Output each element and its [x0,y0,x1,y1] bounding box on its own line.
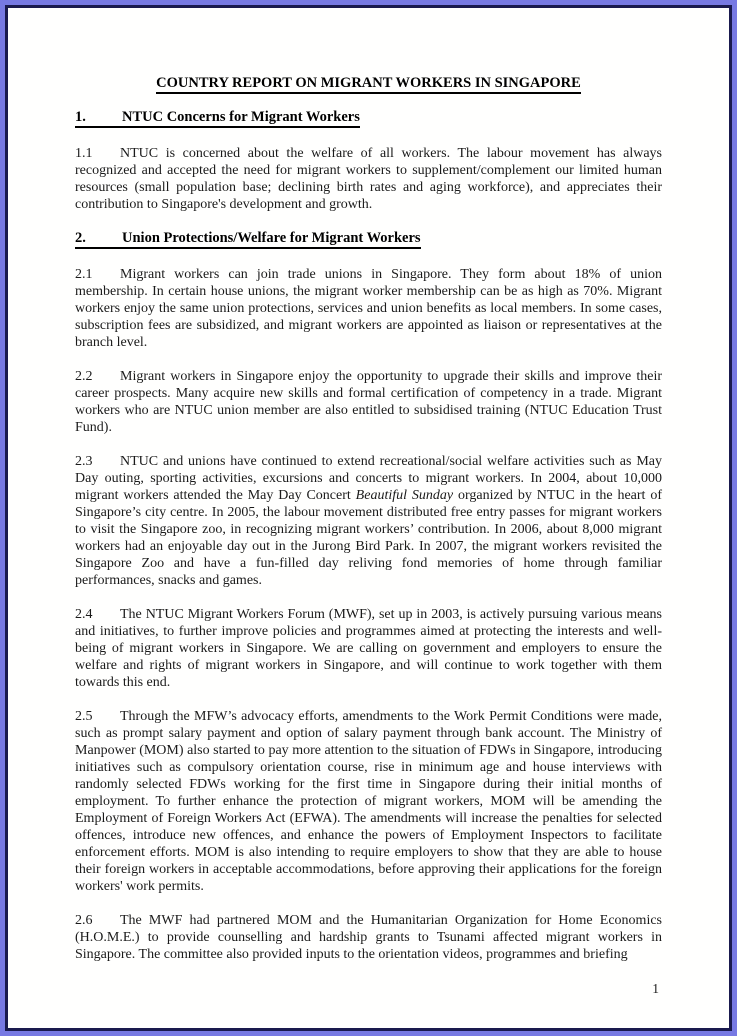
paragraph-number: 2.5 [75,709,93,724]
paragraph-number: 2.1 [75,267,93,282]
paragraph-2.6 [75,912,662,963]
paragraph-text: NTUC is concerned about the welfare of all workers. The labour movement has always recognized and accepted the need for migrant workers to supplement/complement our limited human resources (small population base; declining birth rates and aging workforce), and appreciates their contribution to Singapore's development and growth. [75,146,662,212]
paragraph-2.2 [75,368,662,436]
paragraph-2.3 [75,453,662,589]
document-page [5,5,732,1031]
paragraph-number: 2.4 [75,607,93,622]
paragraph-text: Migrant workers in Singapore enjoy the opportunity to upgrade their skills and improve their career prospects. Many acquire new skills and formal certification of competency in a trade. Migrant workers who are NTUC union member are also entitled to subsidised training (NTUC Education Trust Fund). [75,369,662,435]
section-heading-text: NTUC Concerns for Migrant Workers [122,109,360,125]
paragraph-text: organized by NTUC in the heart of Singapore’s city centre. In 2005, the labour movement distributed free entry passes for migrant workers to visit the Singapore zoo, in recognizing migrant workers’ contribution. In 2006, about 8,000 migrant workers had an enjoyable day out in the Jurong Bird Park. In 2007, the migrant workers revisited the Singapore Zoo and have a fun-filled day reliving fond memories of home through familiar performances, snacks and games. [75,488,662,588]
paragraph-1.1 [75,145,662,213]
paragraph-number: 2.3 [75,454,93,469]
report-title [75,75,662,92]
paragraph-text: The NTUC Migrant Workers Forum (MWF), set up in 2003, is actively pursuing various means and initiatives, to further improve policies and programmes aimed at protecting the interests and well-being of migrant workers in Singapore. We are calling on government and employers to ensure the welfare and rights of migrant workers in Singapore, and will continue to work together with them towards this end. [75,607,662,690]
report-body [75,109,662,963]
section-heading [75,230,421,249]
paragraph-2.5 [75,708,662,895]
paragraph-number: 2.6 [75,913,93,928]
paragraph-number: 2.2 [75,369,93,384]
paragraph-text: NTUC and unions have continued to extend recreational/social welfare activities such as May Day outing, sporting activities, excursions and concerts to migrant workers. In 2004, about 10,000 migrant workers attended the May Day Concert [75,454,662,503]
report-title-text: COUNTRY REPORT ON MIGRANT WORKERS IN SINGAPORE [156,75,581,94]
paragraph-2.4 [75,606,662,691]
paragraph-text: The MWF had partnered MOM and the Humanitarian Organization for Home Economics (H.O.M.E.) to provide counselling and hardship grants to Tsunami affected migrant workers in Singapore. The committee also provided inputs to the orientation videos, programmes and briefing [75,913,662,962]
section-number: 2. [75,230,86,246]
italic-text: Beautiful Sunday [355,488,454,503]
section-number: 1. [75,109,86,125]
paragraph-2.1 [75,266,662,351]
section-heading-text: Union Protections/Welfare for Migrant Workers [122,230,421,246]
report-section [75,230,662,963]
paragraph-number: 1.1 [75,146,93,161]
page-number: 1 [652,981,659,996]
report-section [75,109,662,213]
section-heading [75,109,360,128]
paragraph-text: Through the MFW’s advocacy efforts, amendments to the Work Permit Conditions were made, such as prompt salary payment and option of salary payment through bank account. The Ministry of Manpower (MOM) also started to pay more attention to the situation of FDWs in Singapore, introducing initiatives such as compulsory orientation course, rise in minimum age and house interviews with randomly selected FDWs working for the first time in Singapore during their initial months of employment. To further enhance the protection of migrant workers, MOM will be amending the Employment of Foreign Workers Act (EFWA). The amendments will increase the penalties for selected offences, introduce new offences, and enhance the powers of Employment Inspectors to facilitate enforcement efforts. MOM is also intending to require employers to show that they are able to house their foreign workers in acceptable accommodations, before approving their applications for the foreign workers' work permits. [75,709,662,894]
paragraph-text: Migrant workers can join trade unions in Singapore. They form about 18% of union membership. In certain house unions, the migrant worker membership can be as high as 70%. Migrant workers enjoy the same union protections, services and union benefits as local members. In some cases, subscription fees are subsidized, and migrant workers are appointed as liaison or representatives at the branch level. [75,267,662,350]
